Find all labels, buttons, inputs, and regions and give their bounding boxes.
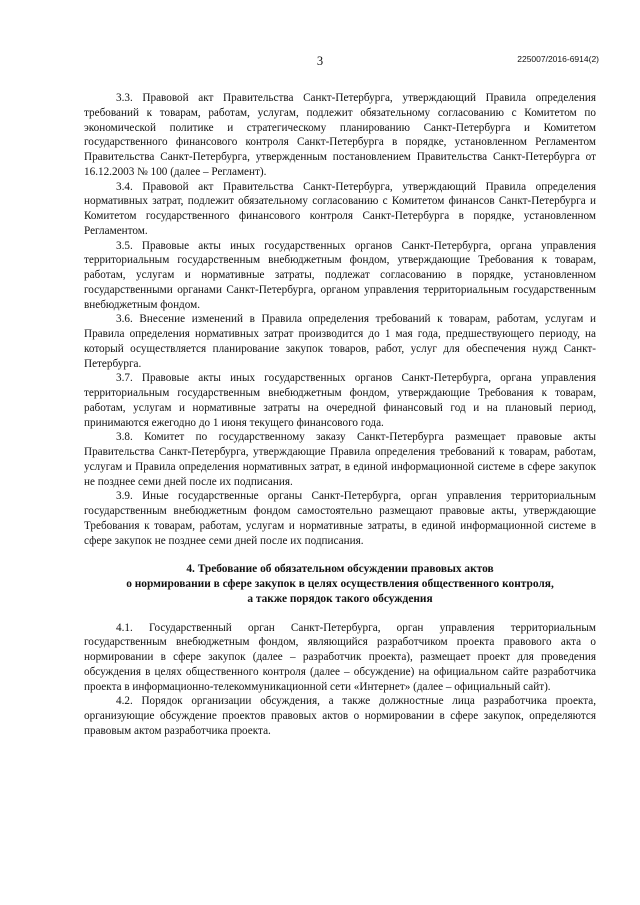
paragraph-3-8: 3.8. Комитет по государственному заказу Санкт-Петербурга размещает правовые акты Правительства Санкт-Петербурга, утверждающие Правила определения требований к товарам, работам, услугам и Правила определения нормативных затрат, в единой информационной системе в сфере закупок не позднее семи дней после их подписания. <box>84 431 596 488</box>
paragraph-3-6: 3.6. Внесение изменений в Правила определения требований к товарам, работам, услугам и Правила определения нормативных затрат производится до 1 мая года, предшествующего периоду, на который осуществляется планирование закупок товаров, работ, услуг для обеспечения нужд Санкт-Петербурга. <box>84 313 596 370</box>
paragraph-3-4: 3.4. Правовой акт Правительства Санкт-Петербурга, утверждающий Правила определения нормативных затрат, подлежит обязательному согласованию с Комитетом финансов Санкт-Петербурга и Комитетом государственного финансового контроля Санкт-Петербурга в порядке, установленном Регламентом. <box>84 180 596 237</box>
document-body <box>84 91 596 739</box>
paragraph-3-5: 3.5. Правовые акты иных государственных органов Санкт-Петербурга, органа управления территориальным государственным внебюджетным фондом, утверждающие Требования к товарам, работам, услугам и нормативные затраты, подлежат согласованию в порядке, установленном государственными органами Санкт-Петербурга, органом управления территориальным государственным внебюджетным фондом. <box>84 239 596 311</box>
paragraph-3-9: 3.9. Иные государственные органы Санкт-Петербурга, орган управления территориальным государственным внебюджетным фондом самостоятельно размещают правовые акты, утверждающие Требования к товарам, работам, услугам и нормативные затраты, в единой информационной системе в сфере закупок не позднее семи дней после их подписания. <box>84 490 596 547</box>
section-4-heading <box>84 562 596 606</box>
page-number: 3 <box>316 54 324 68</box>
paragraph-4-1: 4.1. Государственный орган Санкт-Петербурга, орган управления территориальным государственным внебюджетным фондом, являющийся разработчиком проекта правового акта о нормировании в сфере закупок (далее – разработчик проекта), размещает проект для проведения обсуждения в целях общественного контроля (далее – обсуждение) на официальном сайте разработчика проекта в информационно-телекоммуникационной сети «Интернет» (далее – официальный сайт). <box>84 621 596 693</box>
document-id: 225007/2016-6914(2) <box>517 54 599 64</box>
paragraph-3-7: 3.7. Правовые акты иных государственных органов Санкт-Петербурга, органа управления территориальным государственным внебюджетным фондом, утверждающие Требования к товарам, работам, услугам и нормативные затраты на очередной финансовый год и на плановый период, принимаются ежегодно до 1 июня текущего финансового года. <box>84 372 596 429</box>
section-heading-line-1: 4. Требование об обязательном обсуждении правовых актов <box>186 563 494 576</box>
paragraph-3-3: 3.3. Правовой акт Правительства Санкт-Петербурга, утверждающий Правила определения требований к товарам, работам, услугам, подлежит обязательному согласованию с Комитетом по экономической политике и стратегическому планированию Санкт-Петербурга и Комитетом государственного финансового контроля Санкт-Петербурга в порядке, установленном Регламентом Правительства Санкт-Петербурга, утвержденным постановлением Правительства Санкт-Петербурга от 16.12.2003 № 100 (далее – Регламент). <box>84 92 596 178</box>
section-heading-line-2: о нормировании в сфере закупок в целях осуществления общественного контроля, <box>126 578 554 590</box>
paragraph-4-2: 4.2. Порядок организации обсуждения, а также должностные лица разработчика проекта, организующие обсуждение проектов правовых актов о нормировании в сфере закупок, определяются правовым актом разработчика проекта. <box>84 695 596 737</box>
section-heading-line-3: а также порядок такого обсуждения <box>247 592 433 605</box>
